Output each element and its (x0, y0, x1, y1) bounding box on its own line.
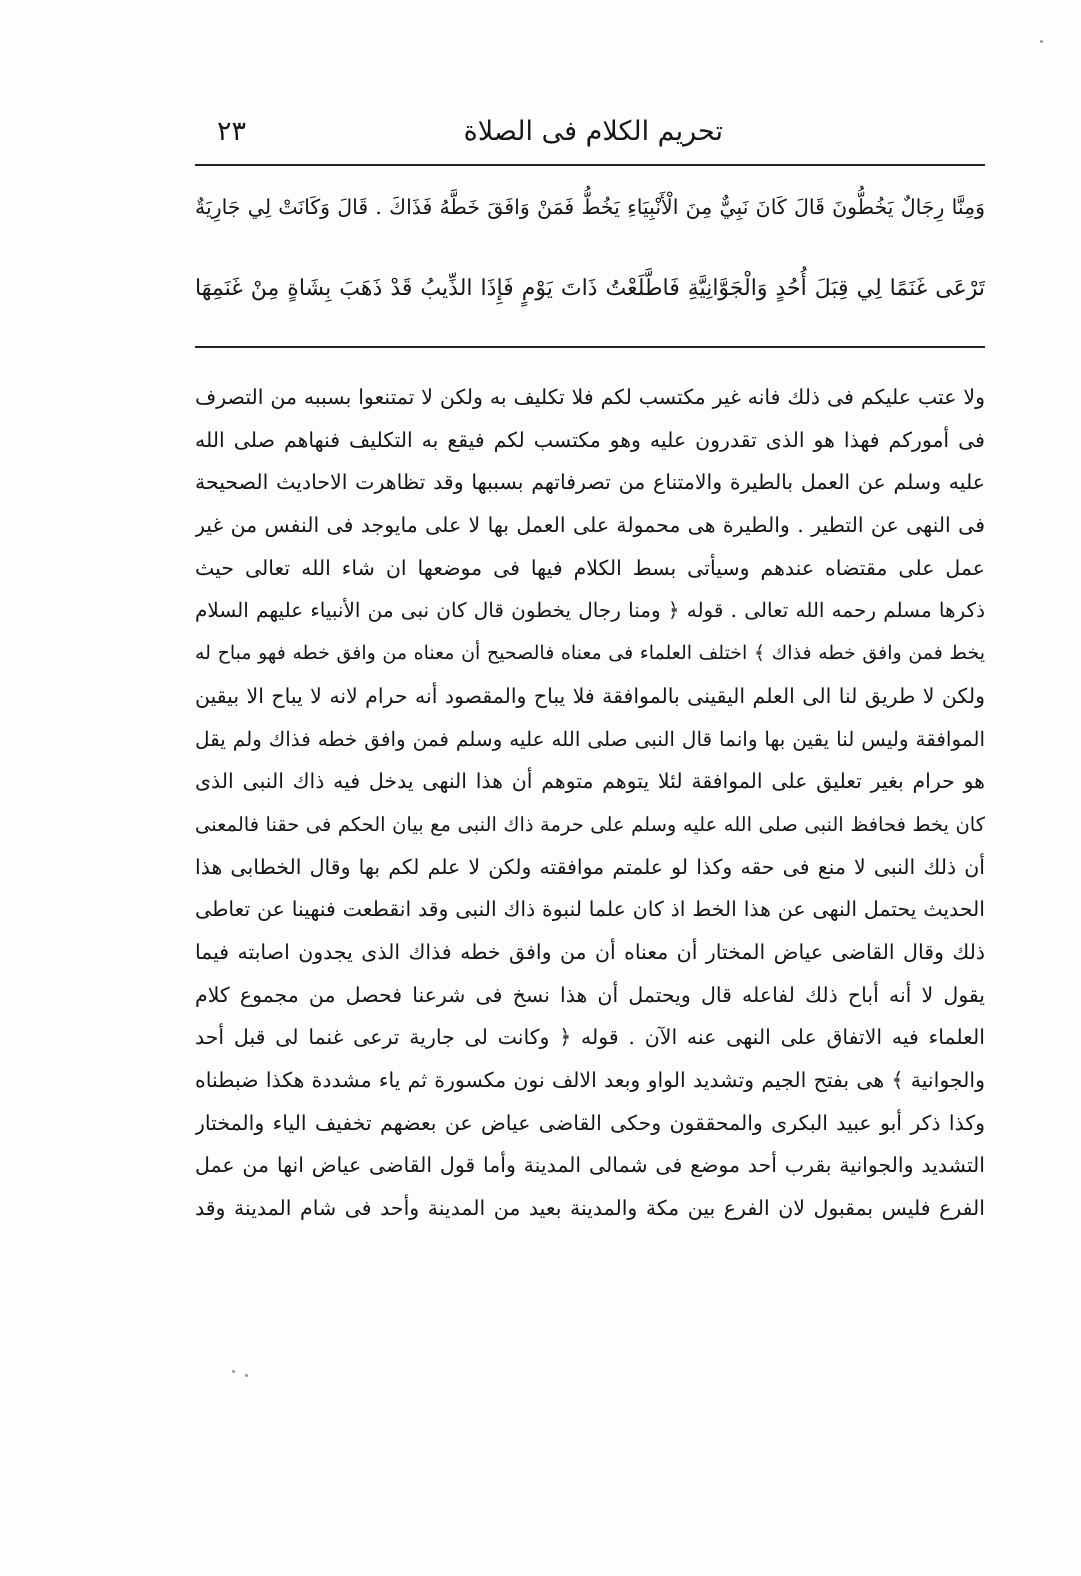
scan-speck (1040, 40, 1043, 43)
scan-speck (232, 1370, 235, 1373)
commentary-line: الحديث يحتمل النهى عن هذا الخط اذ كان علما لنبوة ذاك النبى وقد انقطعت فنهينا عن تعاطى (195, 897, 985, 922)
commentary-line: هو حرام بغير تعليق على الموافقة لئلا يتوهم متوهم أن هذا النهى يدخل فيه ذاك النبى الذى (195, 769, 985, 794)
commentary-line: عليه وسلم عن العمل بالطيرة والامتناع من تصرفاتهم بسببها وقد تظاهرت الاحاديث الصحيحة (195, 470, 985, 495)
page-header (195, 108, 985, 158)
scan-speck (245, 1374, 248, 1377)
hadith-text (195, 172, 985, 342)
running-title: تحريم الكلام فى الصلاة (463, 116, 723, 147)
commentary-line: فى النهى عن التطير . والطيرة هى محمولة على العمل بها لا على مايوجد فى النفس من غير (195, 513, 985, 538)
commentary-line: يخط فمن وافق خطه فذاك ﴾ اختلف العلماء فى معناه فالصحيح أن معناه من وافق خطه فهو مباح له (195, 642, 985, 665)
commentary-line: وكذا ذكر أبو عبيد البكرى والمحققون وحكى القاضى عياض عن بعضهم تخفيف الياء والمختار (195, 1110, 985, 1135)
commentary-line: كان يخط فحافظ النبى صلى الله عليه وسلم على حرمة ذاك النبى مع بيان الحكم فى حقنا فالمعنى (195, 812, 985, 836)
hadith-line: وَمِنَّا رِجَالٌ يَخُطُّونَ قَالَ كَانَ نَبِيٌّ مِنَ الْأَنْبِيَاءِ يَخُطُّ فَمَنْ وَافَقَ خَطَّهُ فَذَاكَ . قَالَ وَكَانَتْ لِي جَارِيَةٌ (195, 195, 985, 219)
commentary-line: ولا عتب عليكم فى ذلك فانه غير مكتسب لكم فلا تكليف به ولكن لا تمتنعوا بسببه من التصرف (195, 385, 985, 409)
commentary-line: فى أموركم فهذا هو الذى تقدرون عليه وهو مكتسب لكم فيقع به التكليف فنهاهم صلى الله (195, 427, 985, 452)
commentary-text (195, 378, 985, 1378)
commentary-line: يقول لا أنه أباح ذلك لفاعله قال ويحتمل أن هذا نسخ فى شرعنا فحصل من مجموع كلام (195, 982, 985, 1007)
commentary-line: أن ذلك النبى لا منع فى حقه وكذا لو علمتم موافقته ولكن لا علم لكم بها وقال الخطابى هذا (195, 854, 985, 879)
commentary-line: ذلك وقال القاضى عياض المختار أن معناه أن من وافق خطه فذاك الذى يجدون اصابته فيما (195, 939, 985, 964)
commentary-line: العلماء فيه الاتفاق على النهى عنه الآن . قوله ﴿ وكانت لى جارية ترعى غنما لى قبل أحد (195, 1025, 985, 1050)
commentary-line: ذكرها مسلم رحمه الله تعالى . قوله ﴿ ومنا رجال يخطون قال كان نبى من الأنبياء عليهم السلام (195, 598, 985, 623)
commentary-line: والجوانية ﴾ هى بفتح الجيم وتشديد الواو وبعد الالف نون مكسورة ثم ياء مشددة هكذا ضبطناه (195, 1068, 985, 1092)
commentary-line: التشديد والجوانية بقرب أحد موضع فى شمالى المدينة وأما قول القاضى عياض انها من عمل (195, 1153, 985, 1178)
commentary-line: الفرع فليس بمقبول لان الفرع بين مكة والمدينة بعيد من المدينة وأحد فى شام المدينة وقد (195, 1196, 985, 1221)
header-rule (195, 164, 985, 166)
commentary-line: عمل على مقتضاه عندهم وسيأتى بسط الكلام فيها فى موضعها ان شاء الله تعالى حيث (195, 555, 985, 580)
commentary-line: الموافقة وليس لنا يقين بها وانما قال النبى صلى الله عليه وسلم فمن وافق خطه فذاك ولم يقل (195, 726, 985, 751)
page-number: ٢٣ (217, 116, 247, 147)
commentary-line: ولكن لا طريق لنا الى العلم اليقينى بالموافقة فلا يباح والمقصود أنه حرام لانه لا يباح الا بيقين (195, 683, 985, 708)
section-divider (195, 346, 985, 348)
hadith-line: تَرْعَى غَنَمًا لِي قِبَلَ أُحُدٍ وَالْجَوَّانِيَّةِ فَاطَّلَعْتُ ذَاتَ يَوْمٍ فَإِذَا الذِّيبُ قَدْ ذَهَبَ بِشَاةٍ مِنْ غَنَمِهَا (195, 276, 985, 301)
